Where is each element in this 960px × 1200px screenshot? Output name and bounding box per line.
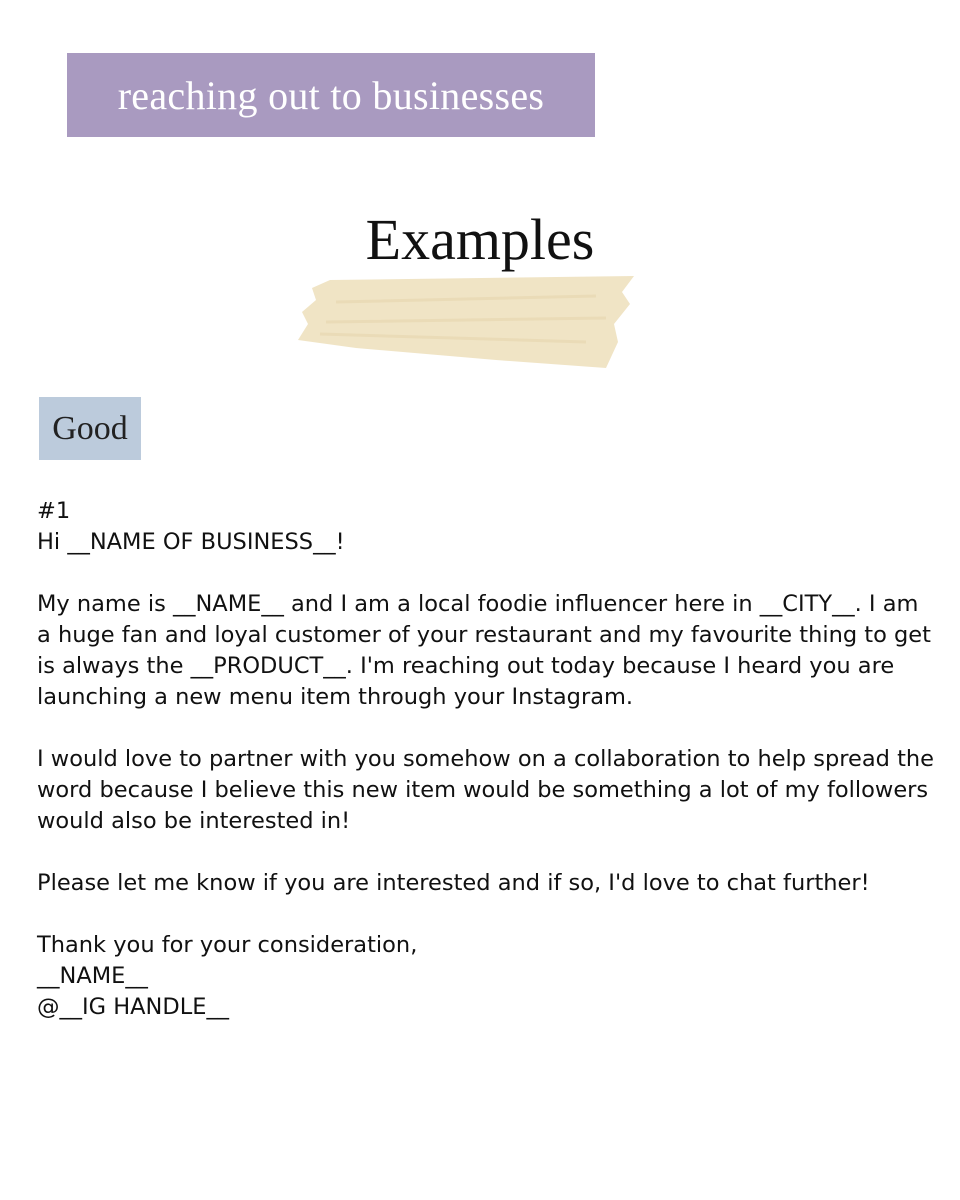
letter-signature-handle: @__IG HANDLE__ — [37, 994, 229, 1020]
letter-closing: Thank you for your consideration, — [37, 932, 418, 958]
letter-number: #1 — [37, 498, 71, 524]
tape-decoration — [296, 272, 636, 372]
letter-greeting: Hi __NAME OF BUSINESS__! — [37, 529, 345, 555]
good-tag-label: Good — [52, 409, 128, 447]
section-title: Examples — [365, 207, 595, 272]
letter-signature-name: __NAME__ — [37, 963, 148, 989]
letter-example — [37, 496, 937, 1023]
good-tag — [39, 397, 141, 460]
letter-paragraph-3: Please let me know if you are interested and if so, I'd love to chat further! — [37, 870, 870, 896]
header-banner-text: reaching out to businesses — [117, 72, 545, 118]
letter-paragraph-1: My name is __NAME__ and I am a local foodie influencer here in __CITY__. I am a huge fan and loyal customer of your restaurant and my favourite thing to get is always the __PRODUCT__. I'm reaching out today because I heard you are launching a new menu item through your Instagram. — [37, 591, 931, 710]
letter-paragraph-2: I would love to partner with you somehow on a collaboration to help spread the word because I believe this new item would be something a lot of my followers would also be interested in! — [37, 746, 934, 834]
header-banner — [67, 53, 595, 137]
